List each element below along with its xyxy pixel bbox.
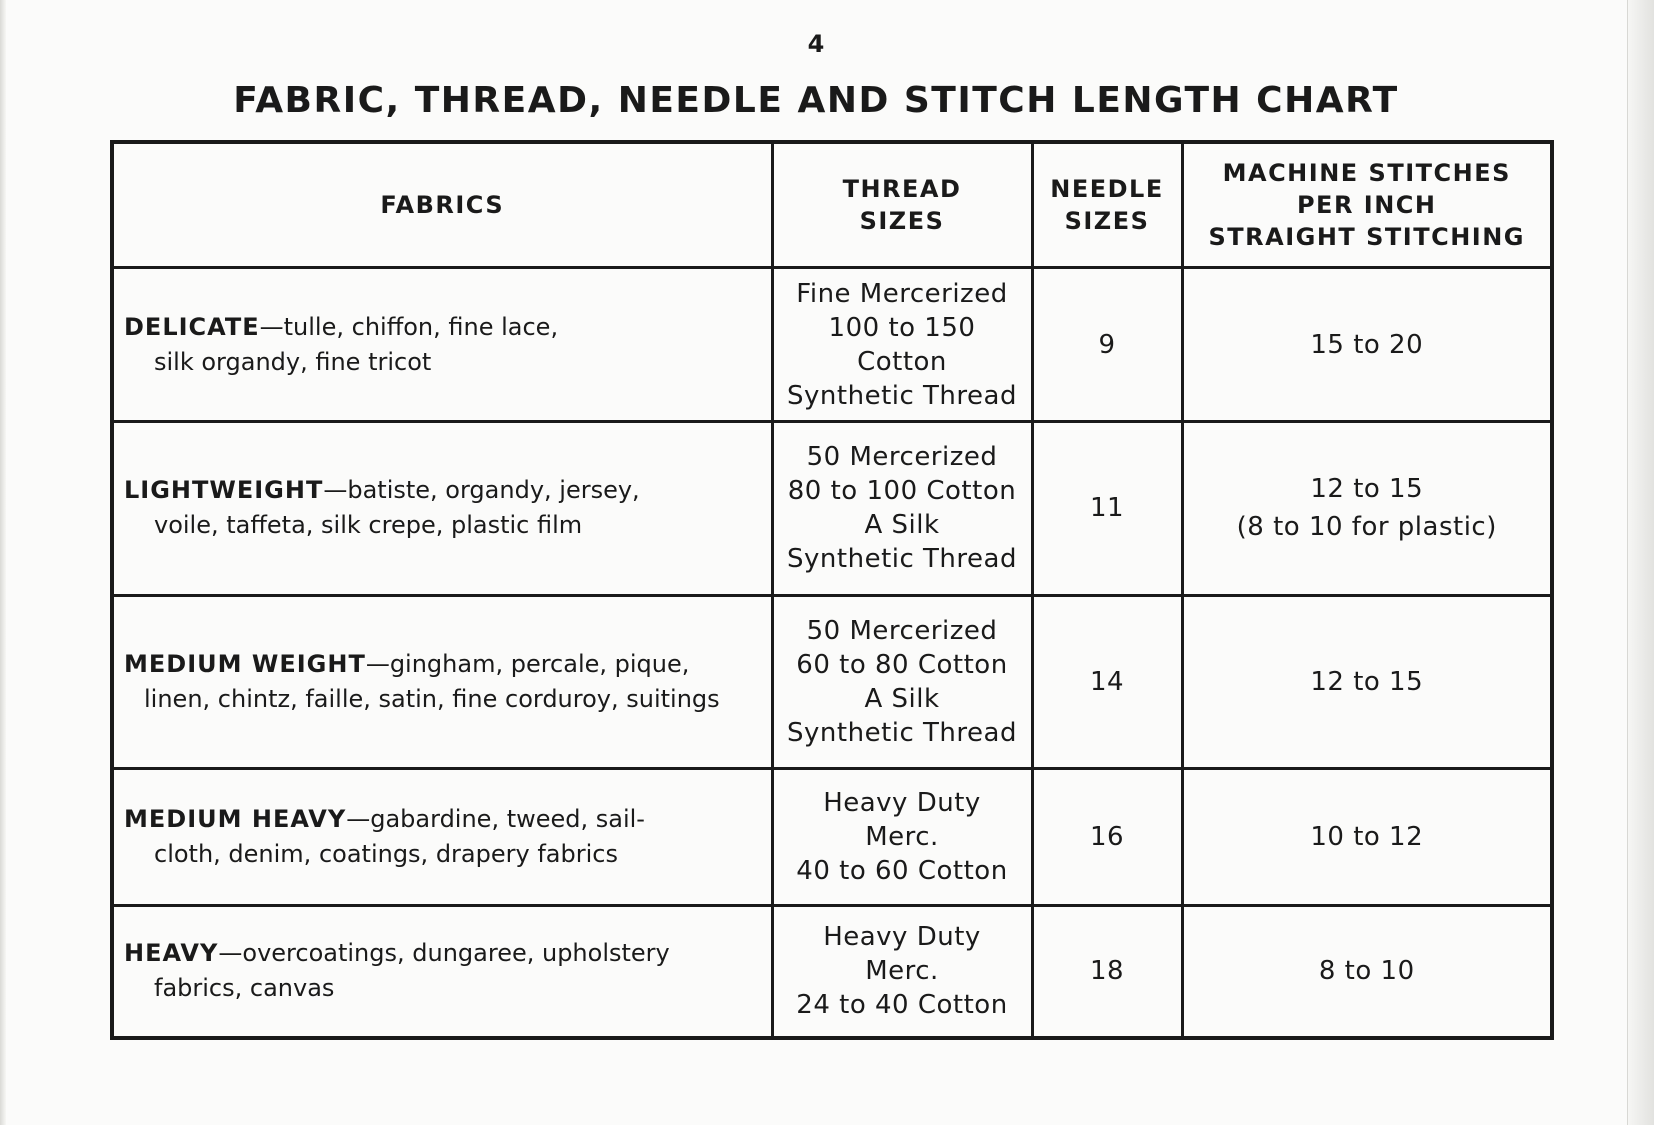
table-row-lightweight [112,422,1552,595]
thread-cell [772,595,1032,768]
fabric-name: LIGHTWEIGHT [124,476,324,505]
fabric-cell [112,595,772,768]
fabric-desc-line-1: —overcoatings, dungaree, upholstery [218,939,670,968]
thread-cell [772,268,1032,422]
thread-line: 60 to 80 Cotton [796,649,1008,680]
table-row-delicate [112,268,1552,422]
thread-cell [772,769,1032,906]
header-fabrics-label: FABRICS [380,191,505,219]
header-stitches-line-3: STRAIGHT STITCHING [1208,223,1526,251]
needle-size-cell: 14 [1032,595,1182,768]
thread-cell [772,422,1032,595]
needle-size-cell: 11 [1032,422,1182,595]
thread-line: Heavy Duty Merc. [823,922,981,987]
needle-size-cell: 9 [1032,268,1182,422]
stitches-cell [1182,769,1552,906]
fabric-desc-line-1: —batiste, organdy, jersey, [323,476,640,505]
fabric-desc-line-2: voile, taffeta, silk crepe, plastic film [154,511,583,540]
header-needle-line-1: NEEDLE [1050,175,1164,203]
header-needle-sizes [1032,142,1182,268]
needle-size-cell: 18 [1032,905,1182,1038]
stitches-cell [1182,905,1552,1038]
stitches-line: 12 to 15 [1310,666,1424,697]
fabric-name: HEAVY [124,939,219,968]
thread-line: Fine Mercerized [796,278,1008,309]
fabric-chart-table [110,140,1554,1040]
fabric-desc-line-2: silk organdy, fine tricot [154,347,432,376]
table-row-medium-weight [112,595,1552,768]
needle-size-cell: 16 [1032,769,1182,906]
fabric-name: DELICATE [124,312,260,341]
page-left-edge [0,0,6,1125]
thread-line: 50 Mercerized [806,442,998,473]
stitches-line: (8 to 10 for plastic) [1236,512,1497,543]
header-stitches-line-2: PER INCH [1296,191,1437,219]
thread-line: Synthetic Thread [787,544,1017,575]
stitches-line: 8 to 10 [1318,956,1415,987]
header-machine-stitches [1182,142,1552,268]
fabric-name: MEDIUM HEAVY [124,804,347,833]
thread-line: Synthetic Thread [787,717,1017,748]
table-row-heavy [112,905,1552,1038]
header-thread-line-2: SIZES [859,207,945,235]
fabric-cell [112,769,772,906]
thread-line: 80 to 100 Cotton [787,476,1017,507]
chart-title: FABRIC, THREAD, NEEDLE AND STITCH LENGTH CHART [233,80,1399,121]
stitches-line: 12 to 15 [1310,474,1424,505]
thread-line: Synthetic Thread [787,380,1017,411]
fabric-desc-line-1: —gingham, percale, pique, [365,649,690,678]
stitches-cell [1182,422,1552,595]
fabric-cell [112,422,772,595]
fabric-desc-line-2: linen, chintz, faille, satin, fine corduroy, suitings [144,684,720,713]
stitches-cell [1182,595,1552,768]
fabric-desc-line-1: —tulle, chiffon, fine lace, [259,312,559,341]
thread-line: A Silk [864,683,940,714]
fabric-cell [112,268,772,422]
header-needle-line-2: SIZES [1064,207,1150,235]
thread-line: 100 to 150 Cotton [828,312,976,377]
stitches-line: 15 to 20 [1310,329,1424,360]
page-right-edge [1627,0,1654,1125]
fabric-desc-line-2: cloth, denim, coatings, drapery fabrics [154,839,618,868]
thread-line: 50 Mercerized [806,615,998,646]
thread-line: Heavy Duty Merc. [823,787,981,852]
header-thread-sizes [772,142,1032,268]
thread-line: A Silk [864,510,940,541]
page-number: 4 [807,30,825,58]
thread-line: 40 to 60 Cotton [796,855,1008,886]
header-row [112,142,1552,268]
fabric-name: MEDIUM WEIGHT [124,649,366,678]
thread-line: 24 to 40 Cotton [796,990,1008,1021]
stitches-line: 10 to 12 [1310,821,1424,852]
thread-cell [772,905,1032,1038]
fabric-desc-line-1: —gabardine, tweed, sail- [346,804,645,833]
table-row-medium-heavy [112,769,1552,906]
fabric-cell [112,905,772,1038]
fabric-desc-line-2: fabrics, canvas [154,974,335,1003]
header-fabrics [112,142,772,268]
stitches-cell [1182,268,1552,422]
header-stitches-line-1: MACHINE STITCHES [1222,159,1511,187]
header-thread-line-1: THREAD [842,175,962,203]
